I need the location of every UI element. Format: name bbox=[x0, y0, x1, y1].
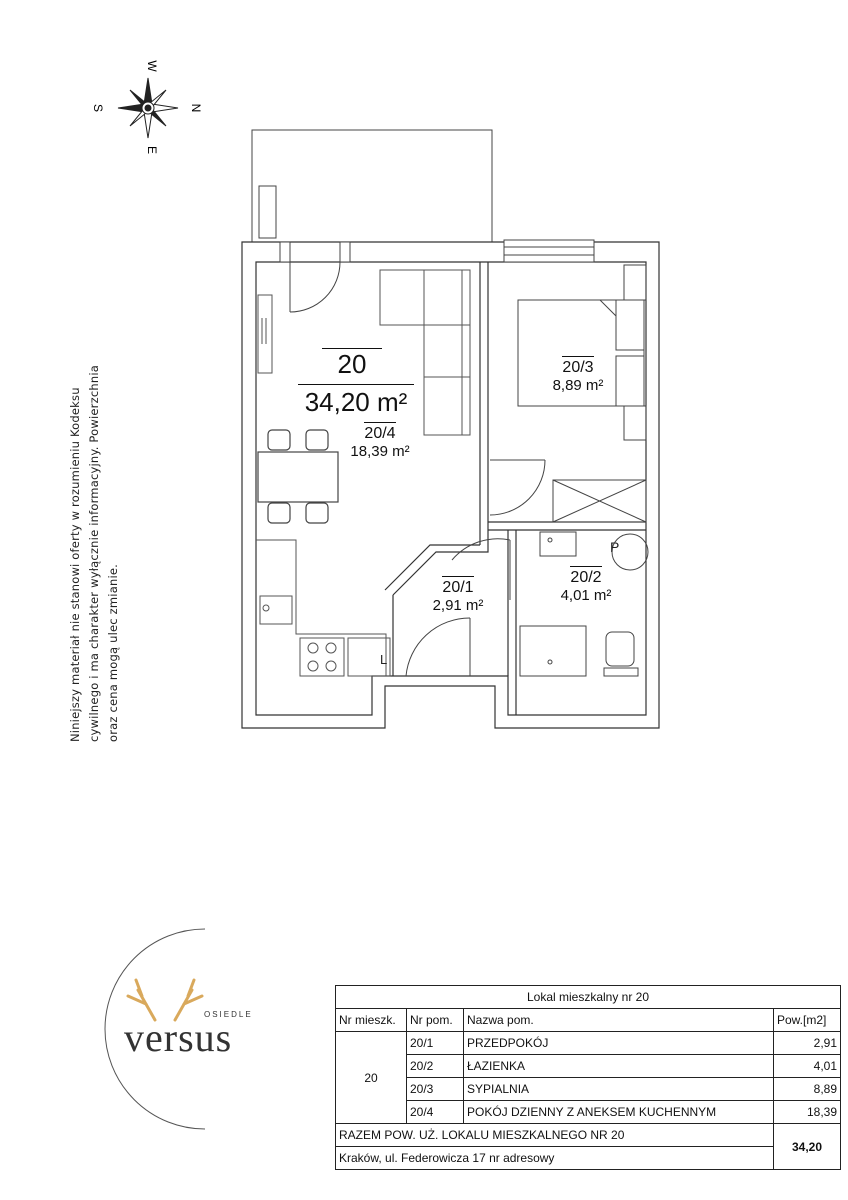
room-area: 8,89 bbox=[774, 1078, 841, 1101]
room-number: 20/2 bbox=[570, 566, 601, 587]
address: Kraków, ul. Federowicza 17 nr adresowy bbox=[336, 1147, 774, 1170]
room-area: 8,89 m² bbox=[552, 377, 604, 394]
room-nr: 20/3 bbox=[407, 1078, 464, 1101]
unit-number: 20 bbox=[322, 348, 382, 380]
apt-number: 20 bbox=[336, 1032, 407, 1124]
logo-main-text: versus bbox=[124, 1015, 233, 1060]
room-label-20-4 bbox=[340, 422, 420, 460]
wardrobe bbox=[553, 480, 646, 522]
kitchen-counter bbox=[256, 540, 390, 676]
header-room-name: Nazwa pom. bbox=[464, 1009, 774, 1032]
bathroom-fixtures bbox=[520, 532, 648, 676]
fridge-label: L bbox=[380, 652, 388, 667]
header-apt: Nr mieszk. bbox=[336, 1009, 407, 1032]
disclaimer-line-3: oraz cena mogą ulec zmianie. bbox=[106, 564, 120, 742]
room-label-20-1 bbox=[418, 576, 498, 614]
header-area: Pow.[m2] bbox=[774, 1009, 841, 1032]
compass-n: N bbox=[189, 103, 203, 113]
windows bbox=[280, 240, 594, 262]
disclaimer bbox=[66, 322, 123, 742]
logo-small-text: OSIEDLE bbox=[204, 1010, 253, 1019]
compass-e: E bbox=[145, 145, 159, 155]
room-nr: 20/4 bbox=[407, 1101, 464, 1124]
room-area: 2,91 bbox=[774, 1032, 841, 1055]
unit-area: 34,20 m² bbox=[298, 384, 414, 418]
room-name: POKÓJ DZIENNY Z ANEKSEM KUCHENNYM bbox=[464, 1101, 774, 1124]
balcony-door bbox=[290, 262, 340, 312]
balcony bbox=[252, 130, 492, 242]
room-area: 4,01 bbox=[774, 1055, 841, 1078]
table-row bbox=[336, 1055, 841, 1078]
bedroom-door bbox=[490, 460, 545, 515]
dining-set bbox=[258, 430, 338, 523]
bed bbox=[518, 265, 646, 440]
tv-unit bbox=[258, 295, 272, 373]
unit-table bbox=[335, 985, 841, 1170]
table-row bbox=[336, 1078, 841, 1101]
room-number: 20/1 bbox=[442, 576, 473, 597]
entrance-door bbox=[406, 618, 470, 676]
room-nr: 20/1 bbox=[407, 1032, 464, 1055]
disclaimer-line-2: cywilnego i ma charakter wyłącznie informacyjny. Powierzchnia bbox=[87, 365, 101, 742]
boiler-label: P bbox=[610, 539, 620, 555]
table-title: Lokal mieszkalny nr 20 bbox=[336, 986, 841, 1009]
room-number: 20/4 bbox=[364, 422, 395, 443]
room-nr: 20/2 bbox=[407, 1055, 464, 1078]
compass-rose bbox=[118, 78, 178, 138]
room-area: 4,01 m² bbox=[560, 587, 612, 604]
room-area: 2,91 m² bbox=[432, 597, 484, 614]
room-name: ŁAZIENKA bbox=[464, 1055, 774, 1078]
room-name: PRZEDPOKÓJ bbox=[464, 1032, 774, 1055]
compass-s: S bbox=[91, 103, 105, 113]
room-label-20-2 bbox=[544, 566, 628, 604]
room-name: SYPIALNIA bbox=[464, 1078, 774, 1101]
total-label: RAZEM POW. UŻ. LOKALU MIESZKALNEGO NR 20 bbox=[336, 1124, 774, 1147]
total-area: 34,20 bbox=[774, 1124, 841, 1170]
compass-w: W bbox=[145, 60, 159, 72]
room-area: 18,39 m² bbox=[350, 443, 410, 460]
table-row bbox=[336, 1101, 841, 1124]
disclaimer-line-1: Niniejszy materiał nie stanowi oferty w rozumieniu Kodeksu bbox=[68, 387, 82, 742]
table-row bbox=[336, 1032, 841, 1055]
room-label-20-3 bbox=[530, 356, 626, 394]
room-area: 18,39 bbox=[774, 1101, 841, 1124]
header-room-nr: Nr pom. bbox=[407, 1009, 464, 1032]
room-number: 20/3 bbox=[562, 356, 593, 377]
